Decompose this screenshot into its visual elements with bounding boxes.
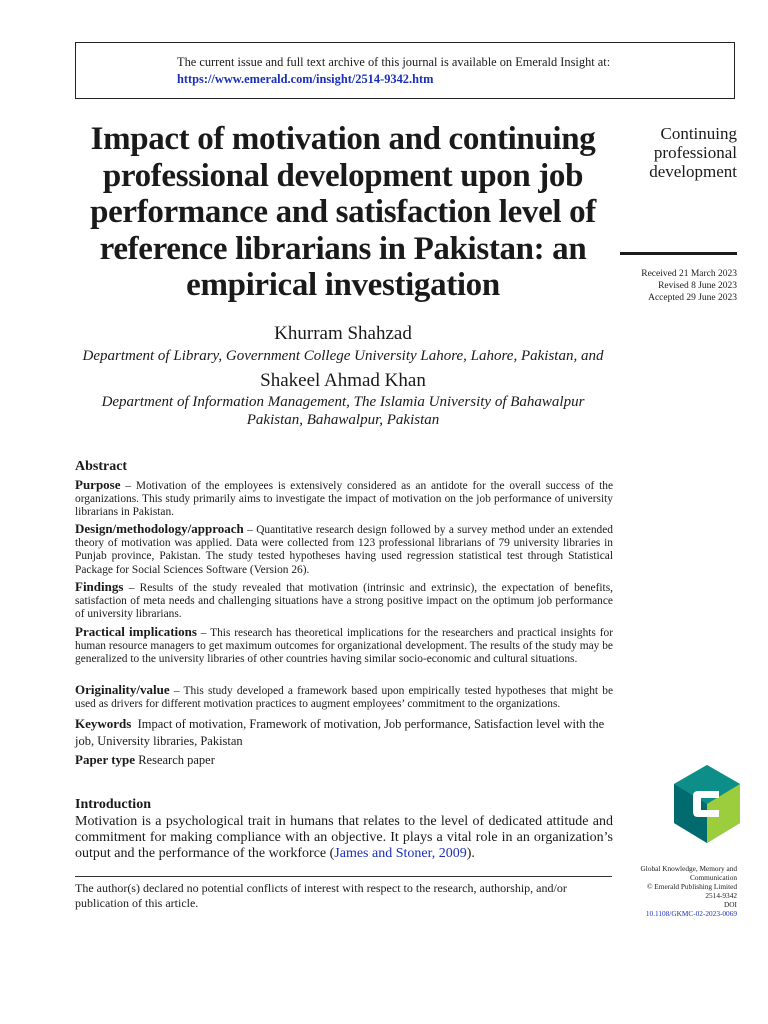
doi-link[interactable]: 10.1108/GKMC-02-2023-0069 xyxy=(645,909,737,918)
article-title: Impact of motivation and continuing professional development upon job performance and satisfaction level of reference librarians in Pakistan: an empirical investigation xyxy=(90,121,596,303)
citation-link[interactable]: James and Stoner, 2009 xyxy=(334,846,467,862)
section-text: Motivation of the employees is extensively considered as an antidote for the overall success of the organizations. This study primarily aims to investigate the impact of motivation on the job performance of university librarians in Pakistan. xyxy=(75,480,613,519)
section-separator: – xyxy=(120,480,136,492)
abstract-originality xyxy=(75,683,613,711)
author-affiliation: Department of Library, Government College University Lahore, Lahore, Pakistan, and xyxy=(82,348,604,364)
doi-label: DOI xyxy=(724,900,737,909)
keywords-list: Impact of motivation, Framework of motivation, Job performance, Satisfaction level with the job, University libraries, Pakistan xyxy=(75,717,605,748)
journal-doi xyxy=(598,900,737,918)
journal-archive-notice xyxy=(75,42,735,99)
emerald-logo-icon xyxy=(674,765,740,843)
received-date: Received 21 March 2023 xyxy=(641,269,737,279)
section-label: Design/methodology/approach xyxy=(75,521,244,536)
intro-text-end: ). xyxy=(466,846,475,862)
section-label: Originality/value xyxy=(75,682,170,697)
accepted-date: Accepted 29 June 2023 xyxy=(648,293,737,303)
section-label: Purpose xyxy=(75,477,121,492)
running-title: Continuing professional development xyxy=(649,124,737,181)
journal-name: Global Knowledge, Memory and Communication xyxy=(640,864,737,882)
abstract-findings xyxy=(75,580,613,622)
abstract-design xyxy=(75,522,613,577)
conflict-footnote: The author(s) declared no potential conflicts of interest with respect to the research, authorship, and/or publication of this article. xyxy=(75,881,567,910)
sidebar-divider xyxy=(620,252,737,255)
journal-url-link[interactable]: https://www.emerald.com/insight/2514-9342.htm xyxy=(177,72,434,86)
journal-info xyxy=(598,864,737,918)
journal-publisher: © Emerald Publishing Limited xyxy=(646,882,737,891)
abstract-practical-implications xyxy=(75,625,613,667)
introduction-heading: Introduction xyxy=(75,797,151,812)
keywords xyxy=(75,715,613,750)
author-name: Khurram Shahzad xyxy=(274,323,412,344)
paper-type-label: Paper type xyxy=(75,752,136,767)
section-text: This research has theoretical implications for the researchers and practical insights for human resource managers to get maximum outcomes for organizational development. The results of the study may be generalized to the university libraries of other countries having similar socio-economic and cultural situations. xyxy=(75,627,613,666)
abstract-heading: Abstract xyxy=(75,459,128,474)
section-label: Findings xyxy=(75,579,124,594)
section-text: This study developed a framework based upon empirically tested hypotheses that might be used as drivers for different motivation practices to augment employees’ commitment to the organizations. xyxy=(75,685,614,711)
paper-type xyxy=(75,751,613,769)
keywords-label: Keywords xyxy=(75,716,132,731)
author-affiliation: Department of Information Management, The Islamia University of Bahawalpur Pakistan, Bahawalpur, Pakistan xyxy=(101,394,585,428)
article-dates xyxy=(600,268,737,304)
footnote-divider xyxy=(75,876,612,877)
section-label: Practical implications xyxy=(75,624,197,639)
section-text: Results of the study revealed that motivation (intrinsic and extrinsic), the expectation of benefits, satisfaction of meta needs and challenging situations have a strong positive impact on the optimum job performance of university librarians. xyxy=(75,582,613,621)
journal-issn: 2514-9342 xyxy=(705,891,737,900)
intro-text: Motivation is a psychological trait in humans that relates to the level of dedicated attitude and commitment for making compliance with an objective. It plays a vital role in an organization’s output and the performance of the workforce ( xyxy=(75,814,613,862)
abstract-purpose xyxy=(75,478,613,520)
section-text: Quantitative research design followed by a survey method under an extended theory of motivation was applied. Data were collected from 123 professional librarians of 79 university libraries in Punjab province, Pakistan. The study tested hypotheses having used regression statistical test through Statistical Package for Social Sciences Software (Version 26). xyxy=(75,524,613,576)
section-separator: – xyxy=(169,685,184,697)
paper-type-value: Research paper xyxy=(138,753,215,767)
section-separator: – xyxy=(243,524,257,536)
introduction-paragraph xyxy=(75,814,613,863)
section-separator: – xyxy=(196,627,211,639)
section-separator: – xyxy=(123,582,140,594)
author-name: Shakeel Ahmad Khan xyxy=(260,370,426,391)
revised-date: Revised 8 June 2023 xyxy=(658,281,737,291)
archive-notice-text: The current issue and full text archive of this journal is available on Emerald Insight at: xyxy=(177,55,611,69)
